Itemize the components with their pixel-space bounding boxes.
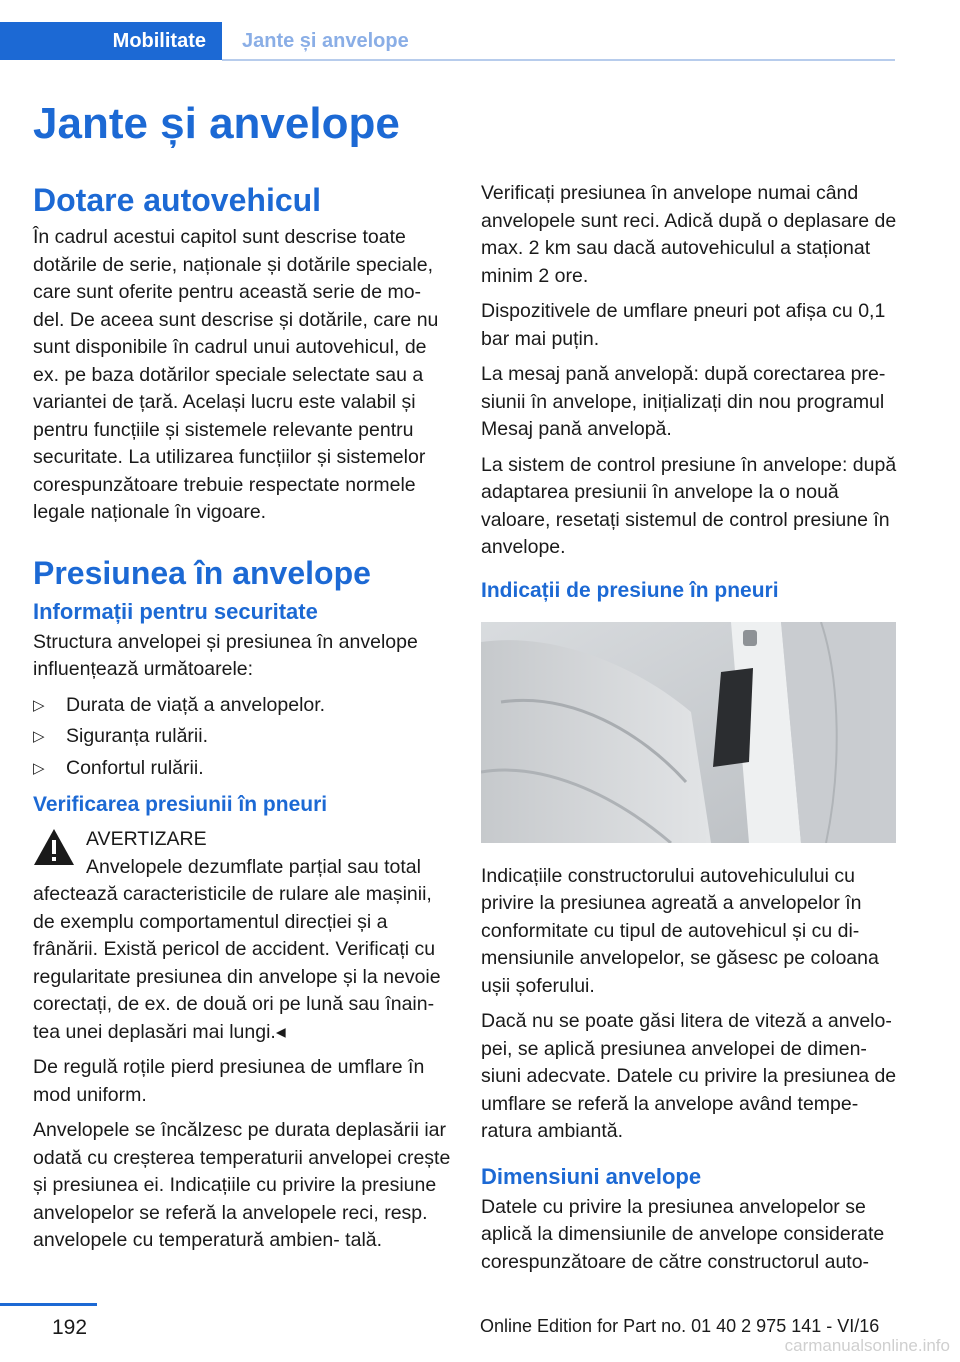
warning-text (33, 854, 451, 1047)
header-tab-bar (0, 22, 895, 62)
list-item-text: Durata de viață a anvelopelor. (66, 693, 326, 716)
heading-dotare: Dotare autovehicul (33, 182, 322, 218)
list-item (33, 723, 451, 751)
footer-edition: Online Edition for Part no. 01 40 2 975 141 - VI/16 (480, 1316, 880, 1336)
list-item (33, 755, 451, 783)
paragraph-litera: Dacă nu se poate găsi litera de viteză a anvelo‐ pei, se aplică presiunea anvelopei de dimen‐ siuni adecvate. Datele cu privire la presiunea de umflare se referă la anvelope având tempe‐ ratura ambiantă. (481, 1010, 897, 1142)
heading-dimensiuni: Dimensiuni anvelope (481, 1163, 702, 1189)
triangle-right-outline-icon: ▷ (33, 759, 45, 777)
paragraph-dispozitive: Dispozitivele de umflare pneuri pot afișa cu 0,1 bar mai puțin. (481, 300, 886, 350)
paragraph-sistem: La sistem de control presiune în anvelope: după adaptarea presiunii în anvelope la o nouă valoare, resetați sistemul de control presiune în anvelope. (481, 453, 897, 558)
warning-triangle-icon (33, 828, 75, 866)
paragraph-dotare: În cadrul acestui capitol sunt descrise toate dotările de serie, naționale și dotările speciale, care sunt oferite pentru această serie de mo‐ del. De aceea sunt descrise și dotările, care nu sunt disponibile în cadrul unui autovehicul, de ex. pe baza dotărilor speciale selectate sau a variantei de țară. Același lucru este valabil și pentru funcțiile și sistemele relevante pentru securitate. La utilizarea funcțiilor și sistemelor corespunzătoare trebuie respectate normele legale naționale în vigoare. (33, 226, 439, 523)
page-number-rule (0, 1303, 97, 1306)
warning-box (33, 826, 451, 1046)
heading-indicatii: Indicații de presiune în pneuri (481, 578, 779, 602)
tab-mobilitate-label: Mobilitate (112, 29, 206, 52)
paragraph-mesaj: La mesaj pană anvelopă: după corectarea pre‐ siunii în anvelope, inițializați din nou programul Mesaj pană anvelopă. (481, 363, 886, 440)
tab-jante-label: Jante și anvelope (242, 29, 409, 52)
paragraph-constructor: Indicațiile constructorului autovehiculului cu privire la presiunea agreată a anvelopelor în conformitate cu tipul de autovehicul și cu di‐ mensiunile anvelopelor, se găsesc pe coloana ușii șoferului. (481, 864, 879, 997)
warning-text-content: Anvelopele dezumflate parțial sau total afectează caracteristicile de rulare ale mașinii, de exemplu comportamentul direcției și a frânării. Există pericol de accident. Verificați cu regularitate presiunea din anvelope și la nevoie corectați, de ex. de două ori pe lună sau înain‐ tea unei deplasări mai lungi.◂ (33, 855, 441, 1043)
door-pillar-photo (481, 622, 896, 843)
list-item-text: Siguranța rulării. (66, 725, 208, 747)
paragraph-verificati: Verificați presiunea în anvelope numai când anvelopele sunt reci. Adică după o deplasare de max. 2 km sau dacă autovehiculul a staționat minim 2 ore. (481, 182, 897, 287)
page-title: Jante și anvelope (33, 99, 400, 148)
triangle-right-outline-icon: ▷ (33, 696, 45, 714)
tab-jante-si-anvelope[interactable] (222, 22, 409, 60)
bullet-list (33, 692, 451, 783)
watermark: carmanualsonline.info (784, 1336, 950, 1355)
right-column (481, 180, 897, 1284)
paragraph-regula: De regulă roțile pierd presiunea de umflare în mod uniform. (33, 1056, 425, 1106)
list-item (33, 692, 451, 720)
page-number: 192 (52, 1316, 88, 1339)
list-item-text: Confortul rulării. (66, 756, 204, 779)
paragraph-structura: Structura anvelopei și presiunea în anvelope influențează următoarele: (33, 630, 418, 680)
paragraph-incalzesc: Anvelopele se încălzesc pe durata deplasării iar odată cu creșterea temperaturii anvelopei crește și presiunea ei. Indicațiile cu privire la presiune anvelopelor se referă la anvelopele reci, resp. anvelopele cu temperatură ambien‐ tală. (33, 1119, 451, 1251)
paragraph-dimensiuni: Datele cu privire la presiunea anvelopelor se aplică la dimensiunile de anvelope considerate corespunzătoare de către constructorul auto‐ (481, 1195, 885, 1273)
left-column (33, 180, 451, 1263)
heading-presiunea: Presiunea în anvelope (33, 554, 371, 591)
heading-informatii: Informații pentru securitate (33, 598, 318, 624)
tab-underline (222, 59, 895, 61)
heading-verificarea: Verificarea presiunii în pneuri (33, 793, 328, 816)
warning-title: AVERTIZARE (86, 828, 207, 850)
tab-mobilitate[interactable] (0, 22, 222, 60)
triangle-right-outline-icon: ▷ (33, 728, 45, 745)
